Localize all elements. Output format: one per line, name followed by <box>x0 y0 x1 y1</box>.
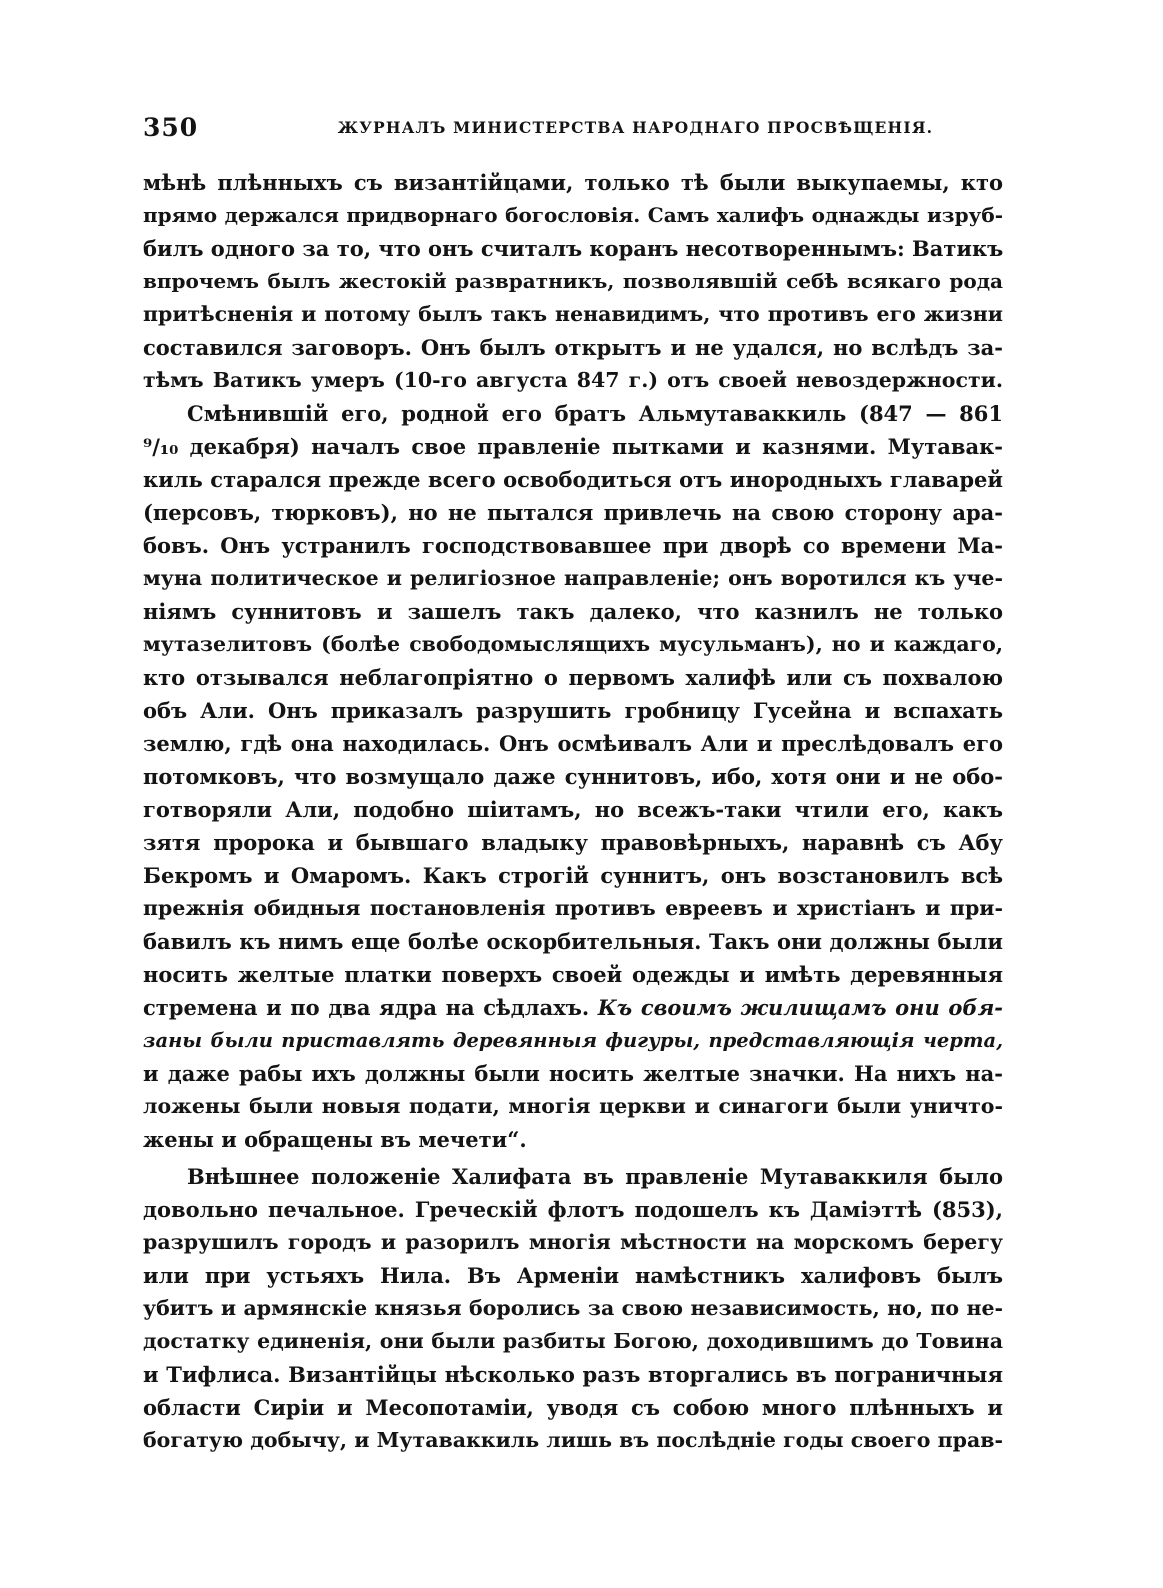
body-text <box>143 166 1003 1457</box>
text-line: прямо держался придворнаго богословія. Самъ халифъ однажды изруб- <box>143 203 1003 227</box>
text-line: ⁹/₁₀ декабря) началъ свое правленіе пытками и казнями. Мутавак- <box>143 434 1003 459</box>
text-line: землю, гдѣ она находилась. Онъ осмѣивалъ Али и преслѣдовалъ его <box>143 731 1003 756</box>
italic-quote: Къ своимъ жилищамъ они обя- <box>597 995 1003 1020</box>
text-line: убитъ и армянскіе князья боролись за свою независимость, но, по не- <box>143 1296 1003 1320</box>
page-number: 350 <box>143 113 199 142</box>
text-line: готворяли Али, подобно шіитамъ, но всежъ-таки чтили его, какъ <box>143 797 1003 822</box>
text-line: довольно печальное. Греческій флотъ подошелъ къ Даміэттѣ (853), <box>143 1197 1003 1222</box>
text-line: мутазелитовъ (болѣе свободомыслящихъ мусульманъ), но и каждаго, <box>143 632 1003 656</box>
text-line: составился заговоръ. Онъ былъ открытъ и не удался, но вслѣдъ за- <box>143 335 1003 360</box>
running-title: ЖУРНАЛЪ МИНИСТЕРСТВА НАРОДНАГО ПРОСВѢЩЕНІЯ. <box>337 118 934 137</box>
paragraph-1 <box>143 166 1003 397</box>
text-line: области Сиріи и Месопотаміи, уводя съ собою много плѣнныхъ и <box>143 1395 1003 1420</box>
text-line: притѣсненія и потому былъ такъ ненавидимъ, что противъ его жизни <box>143 302 1003 326</box>
text-line: киль старался прежде всего освободиться отъ инородныхъ главарей <box>143 467 1003 492</box>
text-line: носить желтые платки поверхъ своей одежды и имѣть деревянныя <box>143 962 1003 987</box>
text-line: (персовъ, тюрковъ), но не пытался привлечь на свою сторону ара- <box>143 500 1003 525</box>
text-line: ніямъ суннитовъ и зашелъ такъ далеко, что казнилъ не только <box>143 599 1003 624</box>
text-line: или при устьяхъ Нила. Въ Арменіи намѣстникъ халифовъ былъ <box>143 1263 1003 1288</box>
page-header <box>143 113 1003 153</box>
text-line: муна политическое и религіозное направленіе; онъ воротился къ уче- <box>143 566 1003 590</box>
paragraph-3 <box>143 1160 1003 1457</box>
text-line: кто отзывался неблагопріятно о первомъ халифѣ или съ похвалою <box>143 665 1003 690</box>
mixed-line <box>143 991 1003 1024</box>
text-line: прежнія обидныя постановленія противъ евреевъ и христіанъ и при- <box>143 896 1003 920</box>
text-line: потомковъ, что возмущало даже суннитовъ, ибо, хотя они и не обо- <box>143 764 1003 789</box>
text-line: бавилъ къ нимъ еще болѣе оскорбительныя. Такъ они должны были <box>143 929 1003 954</box>
text-line: Внѣшнее положеніе Халифата въ правленіе Мутаваккиля было <box>187 1164 1003 1189</box>
text-line: богатую добычу, и Мутаваккиль лишь въ послѣдніе годы своего прав- <box>143 1428 1003 1452</box>
italic-quote-line: заны были приставлять деревянныя фигуры, представляющія черта, <box>143 1029 1003 1052</box>
text-segment: стремена и по два ядра на сѣдлахъ. <box>143 995 590 1020</box>
text-line: жены и обращены въ мечети“. <box>143 1127 527 1152</box>
text-line: разрушилъ городъ и разорилъ многія мѣстности на морскомъ берегу <box>143 1230 1003 1254</box>
text-line: достатку единенія, они были разбиты Богою, доходившимъ до Товина <box>143 1329 1003 1353</box>
text-line: и даже рабы ихъ должны были носить желтые значки. На нихъ на- <box>143 1061 1003 1086</box>
text-line: билъ одного за то, что онъ считалъ коранъ несотвореннымъ: Ватикъ <box>143 236 1003 261</box>
text-line: Смѣнившій его, родной его братъ Альмутаваккиль (847 — 861 <box>187 401 1003 426</box>
text-line: Бекромъ и Омаромъ. Какъ строгій суннитъ, онъ возстановилъ всѣ <box>143 863 1003 888</box>
text-line: объ Али. Онъ приказалъ разрушить гробницу Гусейна и вспахать <box>143 698 1003 723</box>
text-line: мѣнѣ плѣнныхъ съ византійцами, только тѣ были выкупаемы, кто <box>143 170 1003 195</box>
text-line: и Тифлиса. Византійцы нѣсколько разъ вторгались въ пограничныя <box>143 1362 1003 1387</box>
text-line: впрочемъ былъ жестокій развратникъ, позволявшій себѣ всякаго рода <box>143 269 1003 293</box>
text-line: зятя пророка и бывшаго владыку правовѣрныхъ, наравнѣ съ Абу <box>143 830 1003 855</box>
paragraph-2 <box>143 397 1003 1156</box>
text-line: бовъ. Онъ устранилъ господствовавшее при дворѣ со времени Ма- <box>143 533 1003 558</box>
text-line: ложены были новыя подати, многія церкви и синагоги были уничто- <box>143 1094 1003 1118</box>
text-line: тѣмъ Ватикъ умеръ (10-го августа 847 г.) отъ своей невоздержности. <box>143 368 1003 392</box>
